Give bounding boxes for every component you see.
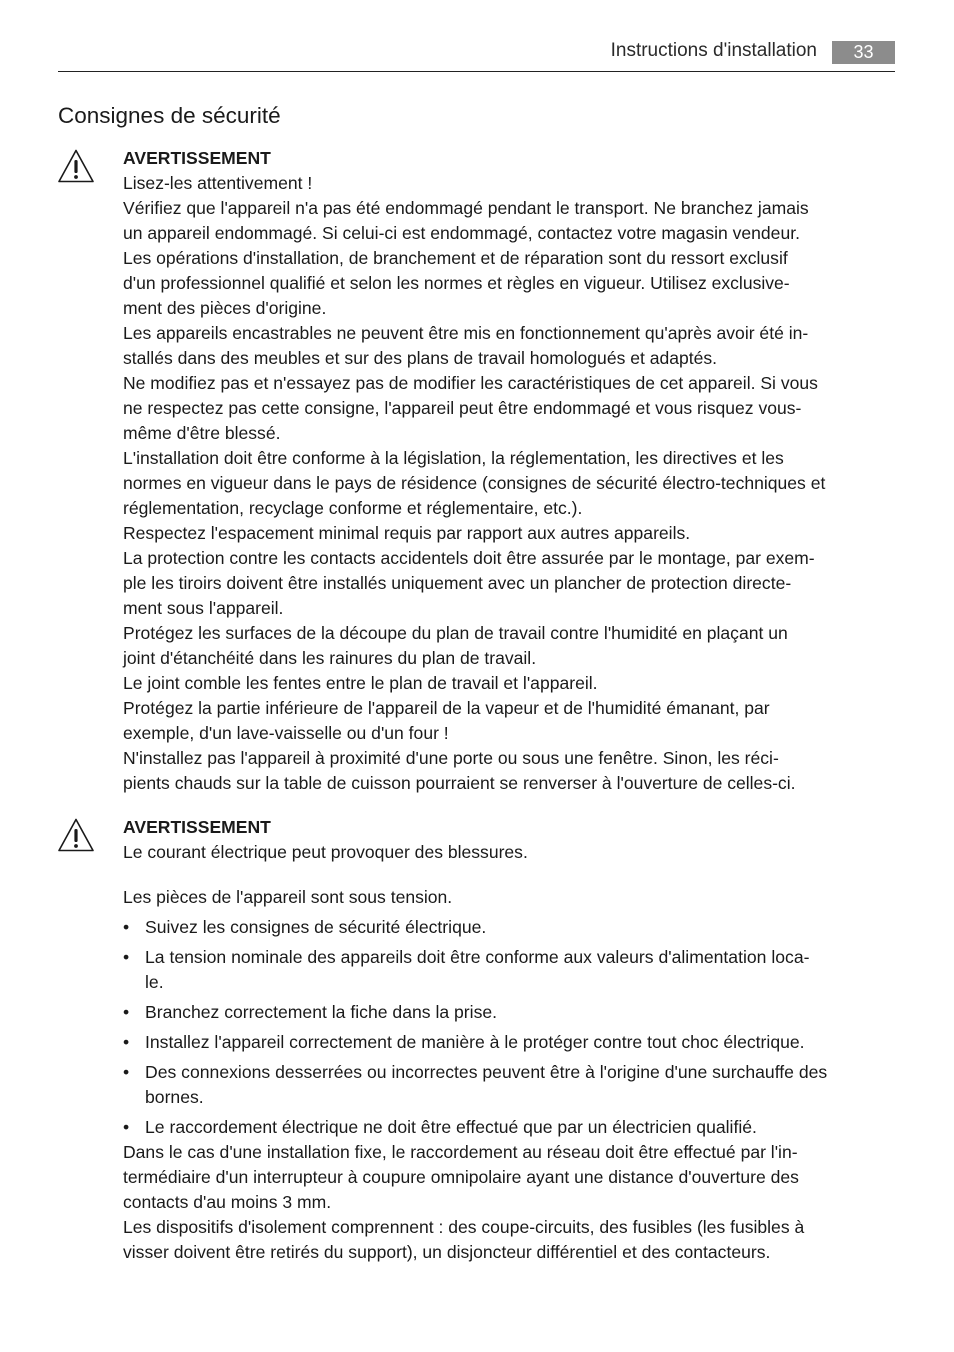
warning-text-line: d'un professionnel qualifié et selon les normes et règles en vigueur. Utilisez exclusive- bbox=[123, 273, 790, 293]
warning-text-line: même d'être blessé. bbox=[123, 423, 281, 443]
warning-text-line: normes en vigueur dans le pays de résidence (consignes de sécurité électro-techniques et bbox=[123, 473, 826, 493]
list-item-text: Des connexions desserrées ou incorrectes peuvent être à l'origine d'une surchauffe des bbox=[145, 1062, 828, 1082]
warning-triangle-icon bbox=[57, 148, 95, 184]
warning-text-line: Respectez l'espacement minimal requis par rapport aux autres appareils. bbox=[123, 523, 691, 543]
warning-text-line: Les appareils encastrables ne peuvent être mis en fonctionnement qu'après avoir été in- bbox=[123, 323, 809, 343]
bullet-icon: • bbox=[123, 1062, 130, 1082]
warning-text-line: Les opérations d'installation, de branchement et de réparation sont du ressort exclusif bbox=[123, 248, 788, 268]
warning-text-line: un appareil endommagé. Si celui-ci est endommagé, contactez votre magasin vendeur. bbox=[123, 223, 800, 243]
paragraph-line: Les dispositifs d'isolement comprennent : des coupe-circuits, des fusibles (les fusibles à bbox=[123, 1217, 805, 1237]
paragraph-line: termédiaire d'un interrupteur à coupure omnipolaire ayant une distance d'ouverture des bbox=[123, 1167, 799, 1187]
warning-text-line: ment sous l'appareil. bbox=[123, 598, 284, 618]
list-item-text: Suivez les consignes de sécurité électrique. bbox=[145, 917, 487, 937]
bullet-icon: • bbox=[123, 1117, 130, 1137]
closing-block bbox=[123, 1140, 898, 1265]
warning-text-line: réglementation, recyclage conforme et réglementaire, etc.). bbox=[123, 498, 583, 518]
warning-triangle-icon bbox=[57, 817, 95, 853]
warning-text-line: La protection contre les contacts accidentels doit être assurée par le montage, par exem- bbox=[123, 548, 815, 568]
paragraph-line: visser doivent être retirés du support), un disjoncteur différentiel et des contacteurs. bbox=[123, 1242, 771, 1262]
page-number: 33 bbox=[832, 41, 895, 64]
warning-text-line: exemple, d'un lave-vaisselle ou d'un four ! bbox=[123, 723, 449, 743]
list-item-text: Branchez correctement la fiche dans la prise. bbox=[145, 1002, 498, 1022]
paragraph-line: Dans le cas d'une installation fixe, le raccordement au réseau doit être effectué par l'in- bbox=[123, 1142, 798, 1162]
list-item-text: Le raccordement électrique ne doit être effectué que par un électricien qualifié. bbox=[145, 1117, 757, 1137]
warning-text-line: Vérifiez que l'appareil n'a pas été endommagé pendant le transport. Ne branchez jamais bbox=[123, 198, 809, 218]
bullet-icon: • bbox=[123, 1002, 130, 1022]
list-item-text: le. bbox=[145, 972, 164, 992]
warning-text-line: Le joint comble les fentes entre le plan de travail et l'appareil. bbox=[123, 673, 598, 693]
warning-text-line: ple les tiroirs doivent être installés uniquement avec un plancher de protection directe- bbox=[123, 573, 792, 593]
header-title: Instructions d'installation bbox=[610, 40, 817, 61]
warning-text-line: stallés dans des meubles et sur des plans de travail homologués et adaptés. bbox=[123, 348, 718, 368]
section-title: Consignes de sécurité bbox=[58, 103, 281, 128]
warning-text-line: L'installation doit être conforme à la législation, la réglementation, les directives et les bbox=[123, 448, 784, 468]
list-item-text: bornes. bbox=[145, 1087, 204, 1107]
bullet-icon: • bbox=[123, 1032, 130, 1052]
warning-text-line: Le courant électrique peut provoquer des blessures. bbox=[123, 842, 528, 862]
warning-text-line: pients chauds sur la table de cuisson pourraient se renverser à l'ouverture de celles-ci. bbox=[123, 773, 796, 793]
bullet-icon: • bbox=[123, 917, 130, 937]
warning-text-line: ne respectez pas cette consigne, l'appareil peut être endommagé et vous risquez vous- bbox=[123, 398, 802, 418]
warning-text-line: Ne modifiez pas et n'essayez pas de modifier les caractéristiques de cet appareil. Si vous bbox=[123, 373, 818, 393]
warning-text-line: Lisez-les attentivement ! bbox=[123, 173, 313, 193]
warning-heading: AVERTISSEMENT bbox=[123, 148, 271, 168]
warning-heading: AVERTISSEMENT bbox=[123, 817, 271, 837]
bullet-icon: • bbox=[123, 947, 130, 967]
warning-block-1 bbox=[123, 146, 898, 796]
tension-intro-text: Les pièces de l'appareil sont sous tension. bbox=[123, 887, 453, 907]
warning-text-line: ment des pièces d'origine. bbox=[123, 298, 327, 318]
tension-intro bbox=[123, 885, 898, 910]
warning-block-2 bbox=[123, 815, 898, 865]
warning-text-line: Protégez la partie inférieure de l'appareil de la vapeur et de l'humidité émanant, par bbox=[123, 698, 770, 718]
warning-text-line: Protégez les surfaces de la découpe du plan de travail contre l'humidité en plaçant un bbox=[123, 623, 788, 643]
list-item-text: La tension nominale des appareils doit être conforme aux valeurs d'alimentation loca- bbox=[145, 947, 810, 967]
list-item-text: Installez l'appareil correctement de manière à le protéger contre tout choc électrique. bbox=[145, 1032, 805, 1052]
page-header bbox=[58, 37, 895, 72]
warning-text-line: N'installez pas l'appareil à proximité d'une porte ou sous une fenêtre. Sinon, les réci- bbox=[123, 748, 779, 768]
warning-text-line: joint d'étanchéité dans les rainures du plan de travail. bbox=[123, 648, 537, 668]
paragraph-line: contacts d'au moins 3 mm. bbox=[123, 1192, 332, 1212]
